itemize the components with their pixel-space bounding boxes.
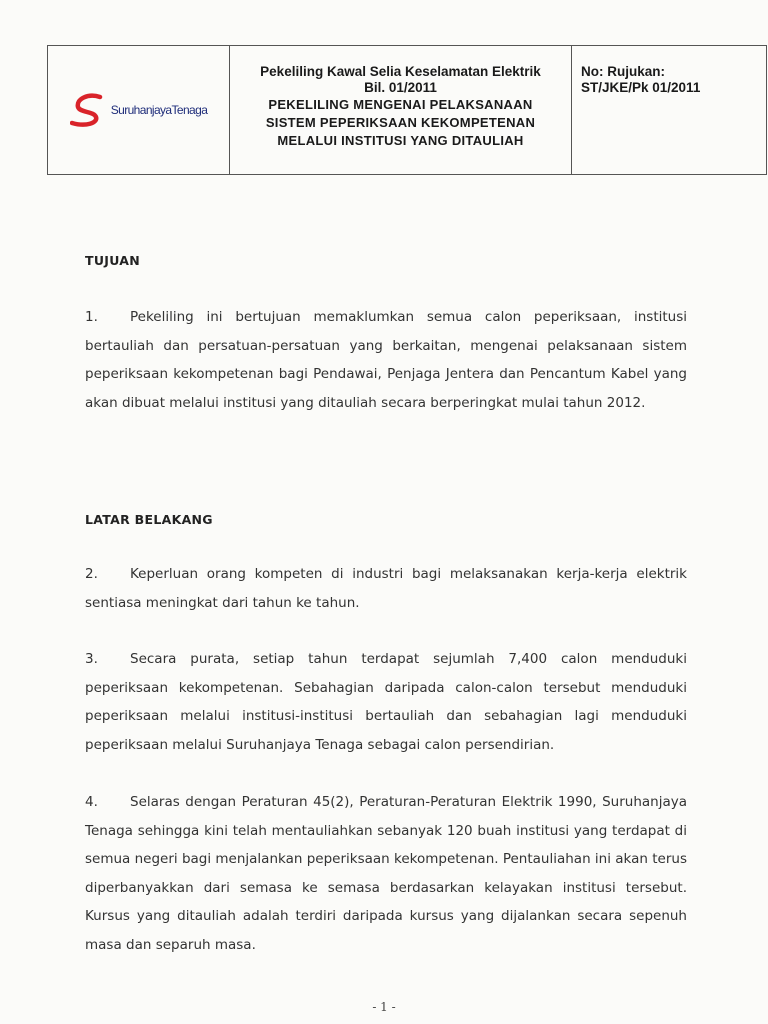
paragraph-number: 2. <box>85 566 98 582</box>
paragraph-number: 1. <box>85 309 98 325</box>
suruhanjaya-tenaga-logo <box>70 91 208 129</box>
circular-title: Pekeliling Kawal Selia Keselamatan Elektrik <box>260 64 541 79</box>
circular-subtitle-line1: PEKELILING MENGENAI PELAKSANAAN <box>268 97 533 112</box>
swoosh-logo-icon <box>70 91 110 129</box>
paragraph-text: Keperluan orang kompeten di industri bagi melaksanakan kerja-kerja elektrik sentiasa meningkat dari tahun ke tahun. <box>85 566 687 611</box>
section-heading-latar-belakang: LATAR BELAKANG <box>85 512 213 527</box>
reference-cell <box>572 46 766 174</box>
paragraph-1 <box>85 303 687 417</box>
circular-subtitle-line3: MELALUI INSTITUSI YANG DITAULIAH <box>277 133 524 148</box>
paragraph-text: Secara purata, setiap tahun terdapat sejumlah 7,400 calon menduduki peperiksaan kekompetenan. Sebahagian daripada calon-calon tersebut menduduki peperiksaan melalui institusi-institusi bertauliah dan sebahagian lagi menduduki peperiksaan melalui Suruhanjaya Tenaga sebagai calon persendirian. <box>85 651 687 753</box>
paragraph-text: Selaras dengan Peraturan 45(2), Peraturan-Peraturan Elektrik 1990, Suruhanjaya Tenaga sehingga kini telah mentauliahkan sebanyak 120 buah institusi yang terdapat di semua negeri bagi menjalankan peperiksaan kekompetenan. Pentauliahan ini akan terus diperbanyakkan dari semasa ke semasa berdasarkan kelayakan institusi tersebut. Kursus yang ditauliah adalah terdiri daripada kursus yang dijalankan secara sepenuh masa dan separuh masa. <box>85 794 687 953</box>
title-cell <box>230 46 572 174</box>
paragraph-number: 3. <box>85 651 98 667</box>
circular-subtitle-line2: SISTEM PEPERIKSAAN KEKOMPETENAN <box>265 115 536 130</box>
page-number: - 1 - <box>372 1000 396 1014</box>
section-heading-tujuan: TUJUAN <box>85 253 141 268</box>
circular-number: Bil. 01/2011 <box>364 80 437 95</box>
paragraph-text: Pekeliling ini bertujuan memaklumkan semua calon peperiksaan, institusi bertauliah dan persatuan-persatuan yang berkaitan, mengenai pelaksanaan sistem peperiksaan kekompetenan bagi Pendawai, Penjaga Jentera dan Pencantum Kabel yang akan dibuat melalui institusi yang ditauliah secara berperingkat mulai tahun 2012. <box>85 309 687 411</box>
paragraph-3 <box>85 645 687 759</box>
reference-label: No: Rujukan: <box>581 64 665 79</box>
logo-text: SuruhanjayaTenaga <box>110 103 208 117</box>
paragraph-4 <box>85 788 687 959</box>
logo-cell <box>48 46 230 174</box>
document-header-table <box>47 45 767 175</box>
paragraph-2 <box>85 560 687 617</box>
reference-value: ST/JKE/Pk 01/2011 <box>581 80 701 95</box>
paragraph-number: 4. <box>85 794 98 810</box>
